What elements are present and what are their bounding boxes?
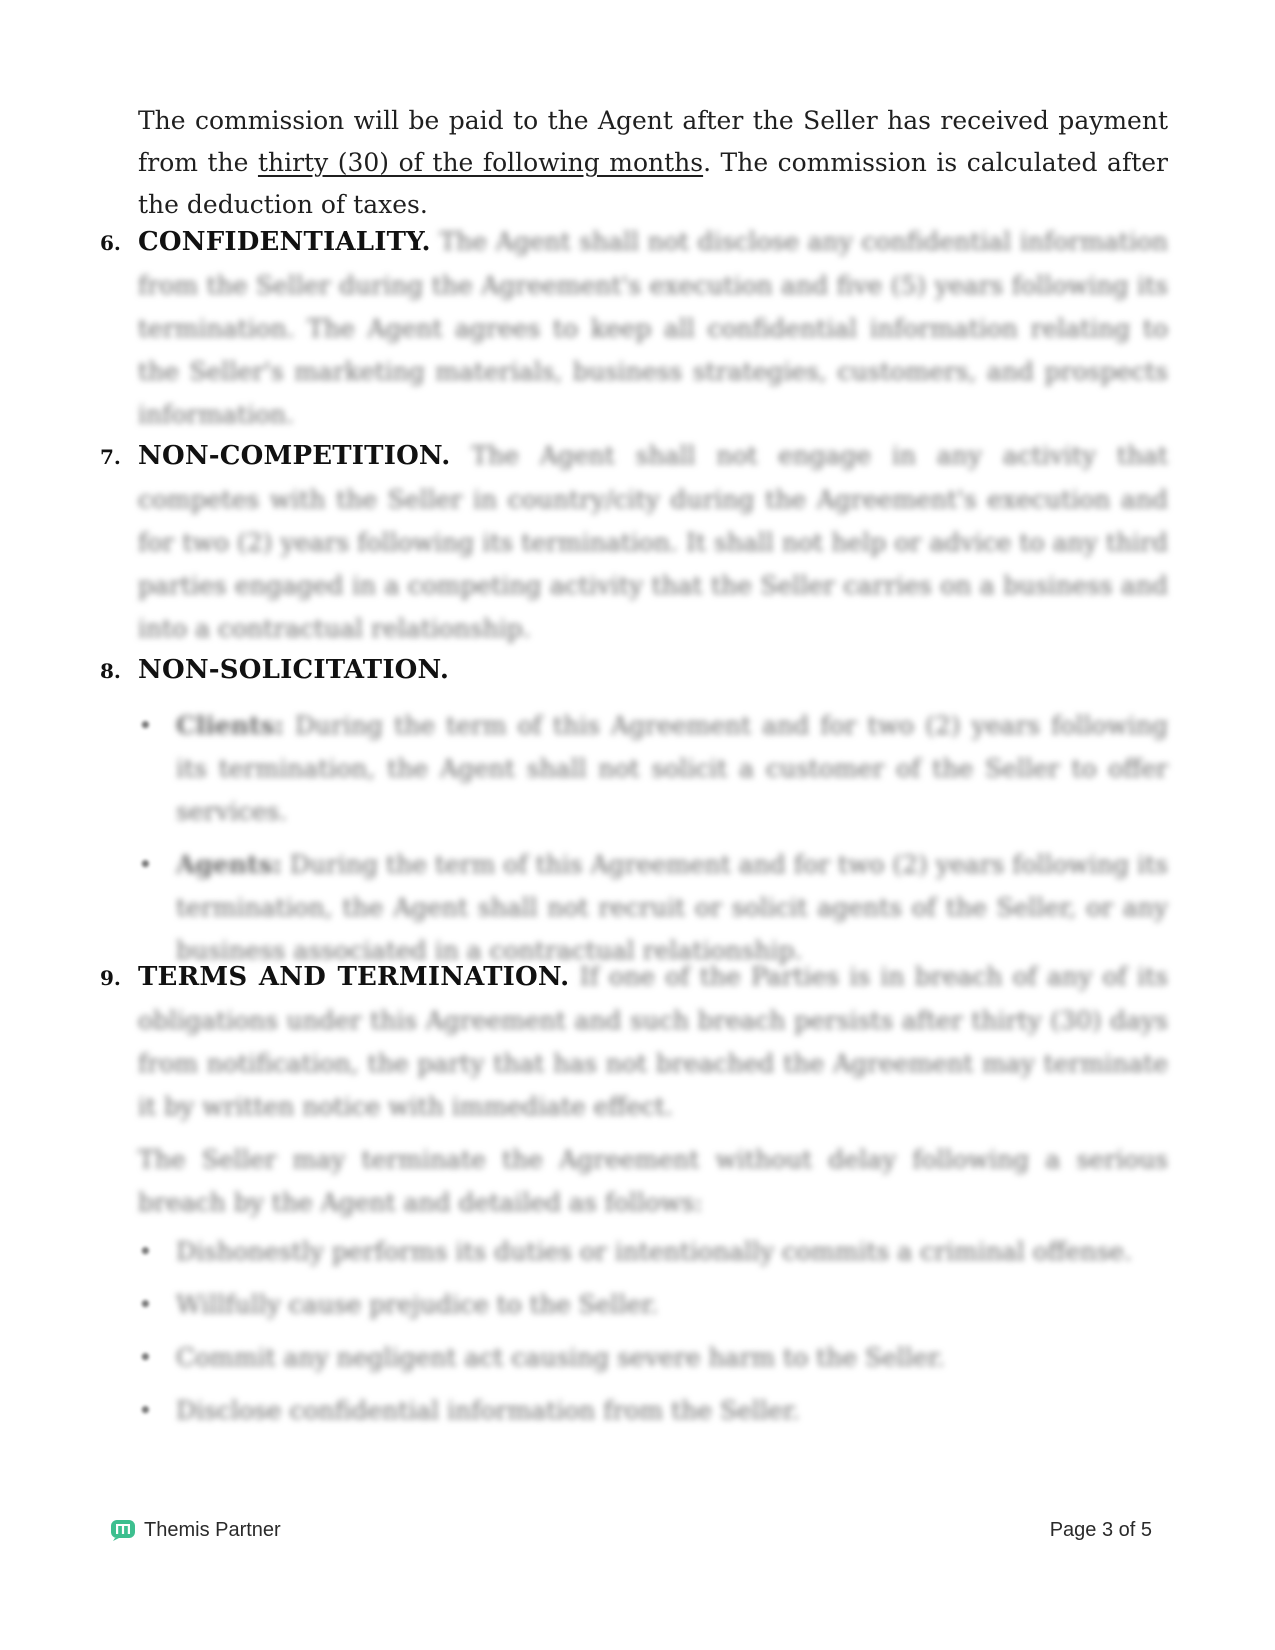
intro-text-part2: . The commission is calculated after the deduction of taxes. [138, 148, 1168, 219]
page-footer [110, 1510, 1152, 1550]
section-body-blurred: If one of the Parties is in breach of any of its obligations under this Agreement and such breach persists after thirty (30) days from notification, the party that has not breached the Agreement may terminate it by written notice with immediate effect. [138, 962, 1168, 1121]
section-confidentiality [100, 220, 1168, 436]
list-item [138, 843, 1168, 972]
list-item-text: Willfully cause prejudice to the Seller. [176, 1290, 659, 1319]
bullet-icon: • [138, 1237, 153, 1266]
themis-logo-icon [110, 1519, 136, 1541]
section-terms-termination [100, 955, 1168, 1442]
footer-brand-name: Themis Partner [144, 1518, 281, 1541]
intro-text-part1: The commission will be paid to the Agent after the Seller has received payment from the [138, 106, 1168, 177]
section-non-competition [100, 434, 1168, 650]
footer-brand [110, 1519, 281, 1542]
intro-underlined-term: thirty (30) of the following months [257, 148, 704, 177]
bullet-icon: • [138, 1343, 153, 1372]
section-body-blurred: The Agent shall not disclose any confidential information from the Seller during the Agreement's execution and five (5) years following its termination. The Agent agrees to keep all confidential information relating to the Seller's marketing materials, business strategies, customers, and prospects information. [138, 227, 1169, 429]
section-number: 7. [100, 445, 121, 469]
section-number: 8. [100, 659, 121, 683]
breach-list [138, 1230, 1168, 1432]
section-paragraph-blurred: The Seller may terminate the Agreement without delay following a serious breach by the Agent and detailed as follows: [138, 1145, 1168, 1217]
section-title: CONFIDENTIALITY. [138, 227, 431, 257]
list-item-text: Dishonestly performs its duties or intentionally commits a criminal offense. [176, 1237, 1133, 1266]
list-item [138, 1336, 1168, 1379]
page-number: Page 3 of 5 [1049, 1518, 1152, 1541]
section-title: TERMS AND TERMINATION. [138, 962, 570, 992]
section-number: 6. [100, 231, 121, 255]
bullet-icon: • [138, 850, 153, 879]
list-item [138, 704, 1168, 833]
section-number: 9. [100, 966, 121, 990]
list-item [138, 1283, 1168, 1326]
list-item-label: Agents: [176, 850, 282, 879]
commission-paragraph [138, 100, 1168, 226]
list-item-text: Disclose confidential information from the Seller. [176, 1396, 800, 1425]
list-item [138, 1389, 1168, 1432]
bullet-icon: • [138, 711, 153, 740]
bullet-icon: • [138, 1290, 153, 1319]
section-body-blurred: The Agent shall not engage in any activity that competes with the Seller in country/city during the Agreement's execution and for two (2) years following its termination. It shall not help or advice to any third parties engaged in a competing activity that the Seller carries on a business and into a contractual relationship. [138, 441, 1168, 643]
section-non-solicitation [100, 648, 1168, 982]
section-title: NON-SOLICITATION. [138, 655, 450, 685]
bullet-icon: • [138, 1396, 153, 1425]
section-title: NON-COMPETITION. [138, 441, 451, 471]
list-item-text: Commit any negligent act causing severe harm to the Seller. [176, 1343, 945, 1372]
list-item [138, 1230, 1168, 1273]
list-item-text: During the term of this Agreement and for two (2) years following its termination, the Agent shall not recruit or solicit agents of the Seller, or any business associated in a contractual relationship. [176, 850, 1168, 965]
list-item-label: Clients: [176, 711, 284, 740]
solicitation-list [138, 704, 1168, 972]
list-item-text: During the term of this Agreement and for two (2) years following its termination, the Agent shall not solicit a customer of the Seller to offer services. [176, 711, 1168, 826]
